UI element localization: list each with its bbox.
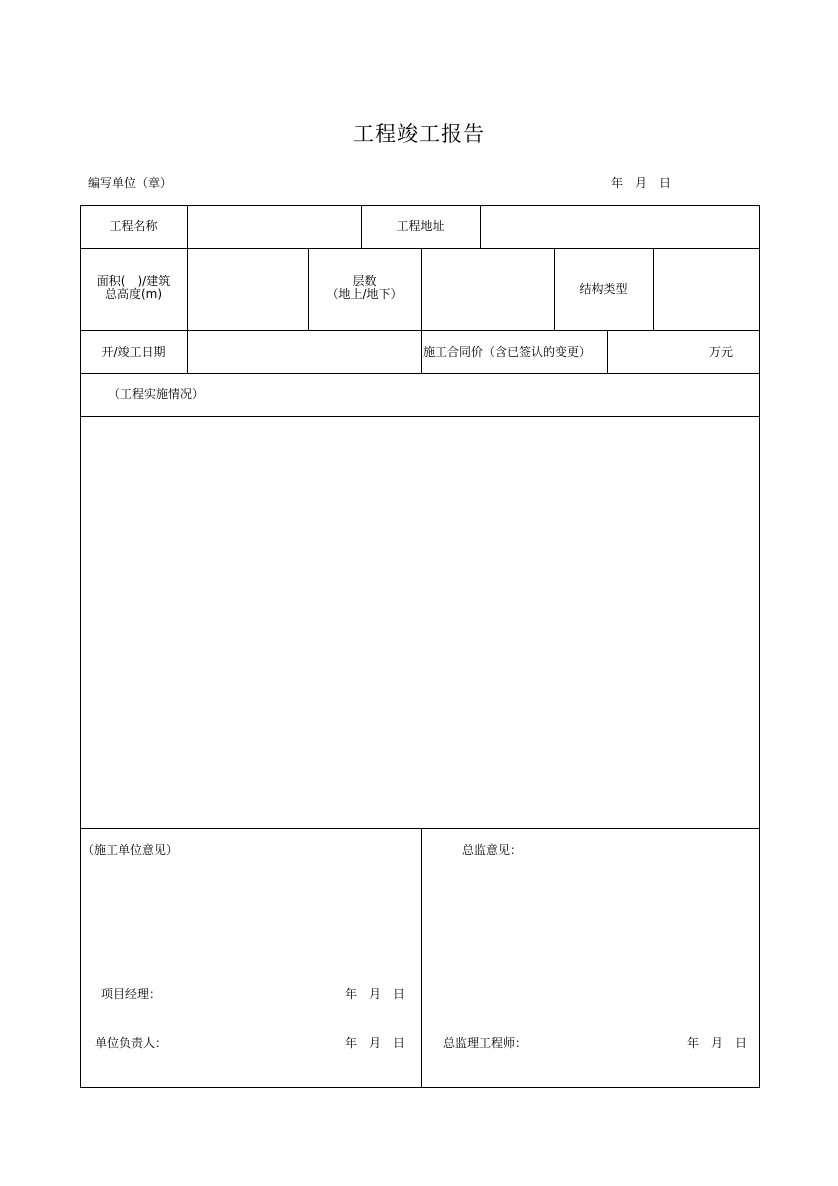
floors-label-line2: （地上/地下） bbox=[326, 287, 403, 301]
project-address-field[interactable] bbox=[481, 206, 759, 248]
unit-label: 编写单位（章） bbox=[88, 176, 173, 190]
chief-supervisor-date: 年 月 日 bbox=[687, 1036, 748, 1050]
contractor-opinion-label: （施工单位意见） bbox=[82, 843, 179, 857]
header-date: 年 月 日 bbox=[611, 176, 672, 190]
unit-head-date: 年 月 日 bbox=[345, 1036, 406, 1050]
dates-label: 开/竣工日期 bbox=[101, 345, 166, 359]
supervisor-opinion-label: 总监意见： bbox=[462, 843, 523, 857]
area-label-line1: 面积( )/建筑 bbox=[96, 274, 171, 288]
area-label-line2: 总高度(m) bbox=[104, 287, 163, 301]
project-name-label: 工程名称 bbox=[109, 219, 158, 233]
project-name-field[interactable] bbox=[188, 206, 361, 248]
page-title: 工程竣工报告 bbox=[353, 122, 485, 146]
floors-field[interactable] bbox=[422, 249, 554, 330]
area-field[interactable] bbox=[188, 249, 308, 330]
price-unit: 万元 bbox=[709, 345, 734, 359]
structure-type-field[interactable] bbox=[654, 249, 759, 330]
project-manager-label: 项目经理： bbox=[101, 987, 162, 1001]
implementation-field[interactable] bbox=[81, 417, 759, 828]
contract-price-label: 施工合同价（含已签认的变更） bbox=[423, 345, 592, 359]
project-manager-date: 年 月 日 bbox=[345, 987, 406, 1001]
implementation-label: （工程实施情况） bbox=[108, 387, 205, 401]
unit-head-label: 单位负责人： bbox=[95, 1036, 168, 1050]
structure-type-label: 结构类型 bbox=[579, 282, 628, 296]
floors-label-line1: 层数 bbox=[352, 274, 377, 288]
dates-field[interactable] bbox=[188, 331, 421, 373]
project-address-label: 工程地址 bbox=[396, 219, 445, 233]
chief-supervisor-label: 总监理工程师： bbox=[443, 1036, 528, 1050]
